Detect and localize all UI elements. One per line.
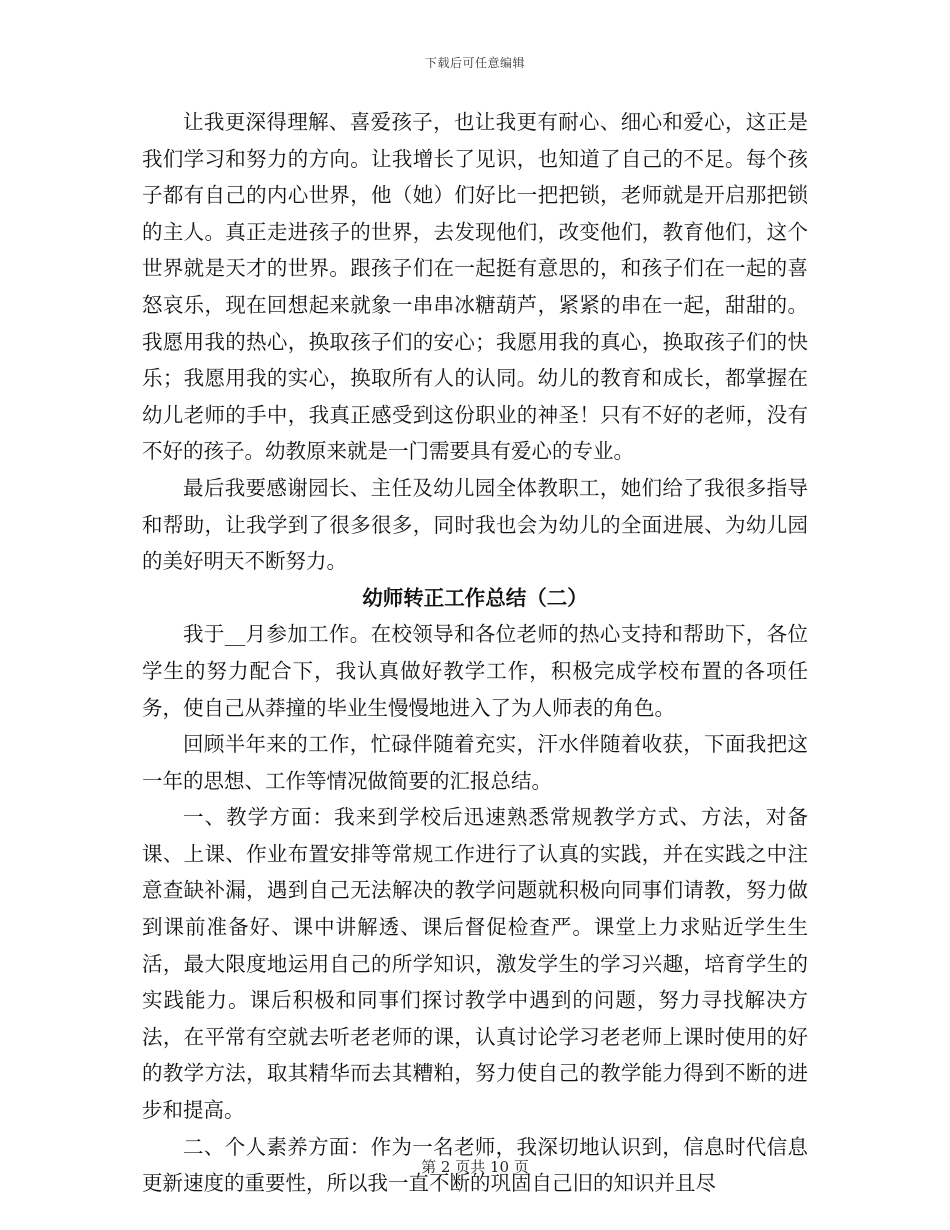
- paragraph-2: 最后我要感谢园长、主任及幼儿园全体教职工，她们给了我很多指导和帮助，让我学到了很多很多，同时我也会为幼儿的全面进展、为幼儿园的美好明天不断努力。: [142, 475, 808, 574]
- paragraph-5: 一、教学方面：我来到学校后迅速熟悉常规教学方式、方法，对备课、上课、作业布置安排等常规工作进行了认真的实践，并在实践之中注意查缺补漏，遇到自己无法解决的教学问题就积极向同事们请教，努力做到课前准备好、课中讲解透、课后督促检查严。课堂上力求贴近学生生活，最大限度地运用自己的所学知识，激发学生的学习兴趣，培育学生的实践能力。课后积极和同事们探讨教学中遇到的问题，努力寻找解决方法，在平常有空就去听老老师的课，认真讨论学习老老师上课时使用的好的教学方法，取其精华而去其糟粕，努力使自己的教学能力得到不断的进步和提高。: [142, 805, 808, 1123]
- paragraph-1: 让我更深得理解、喜爱孩子，也让我更有耐心、细心和爱心，这正是我们学习和努力的方向。让我增长了见识，也知道了自己的不足。每个孩子都有自己的内心世界，他（她）们好比一把把锁，老师就是开启那把锁的主人。真正走进孩子的世界，去发现他们，改变他们，教育他们，这个世界就是天才的世界。跟孩子们在一起挺有意思的，和孩子们在一起的喜怒哀乐，现在回想起来就象一串串冰糖葫芦，紧紧的串在一起，甜甜的。我愿用我的热心，换取孩子们的安心；我愿用我的真心，换取孩子们的快乐；我愿用我的实心，换取所有人的认同。幼儿的教育和成长，都掌握在幼儿老师的手中，我真正感受到这份职业的神圣！只有不好的老师，没有不好的孩子。幼教原来就是一门需要具有爱心的专业。: [142, 110, 808, 464]
- section-title: 幼师转正工作总结（二）: [362, 585, 588, 610]
- page-footer: 第 2 页共 10 页: [421, 1158, 529, 1176]
- paragraph-6: 二、个人素养方面：作为一名老师，我深切地认识到，信息时代信息更新速度的重要性，所以我一直不断的巩固自己旧的知识并且尽: [142, 1134, 808, 1196]
- paragraph-4: 回顾半年来的工作，忙碌伴随着充实，汗水伴随着收获，下面我把这一年的思想、工作等情况做简要的汇报总结。: [142, 732, 808, 793]
- paragraph-3: 我于__月参加工作。在校领导和各位老师的热心支持和帮助下，各位学生的努力配合下，我认真做好教学工作，积极完成学校布置的各项任务，使自己从莽撞的毕业生慢慢地进入了为人师表的角色。: [142, 622, 808, 720]
- page-header: 下载后可任意编辑: [424, 56, 525, 70]
- document-body: [142, 104, 808, 1202]
